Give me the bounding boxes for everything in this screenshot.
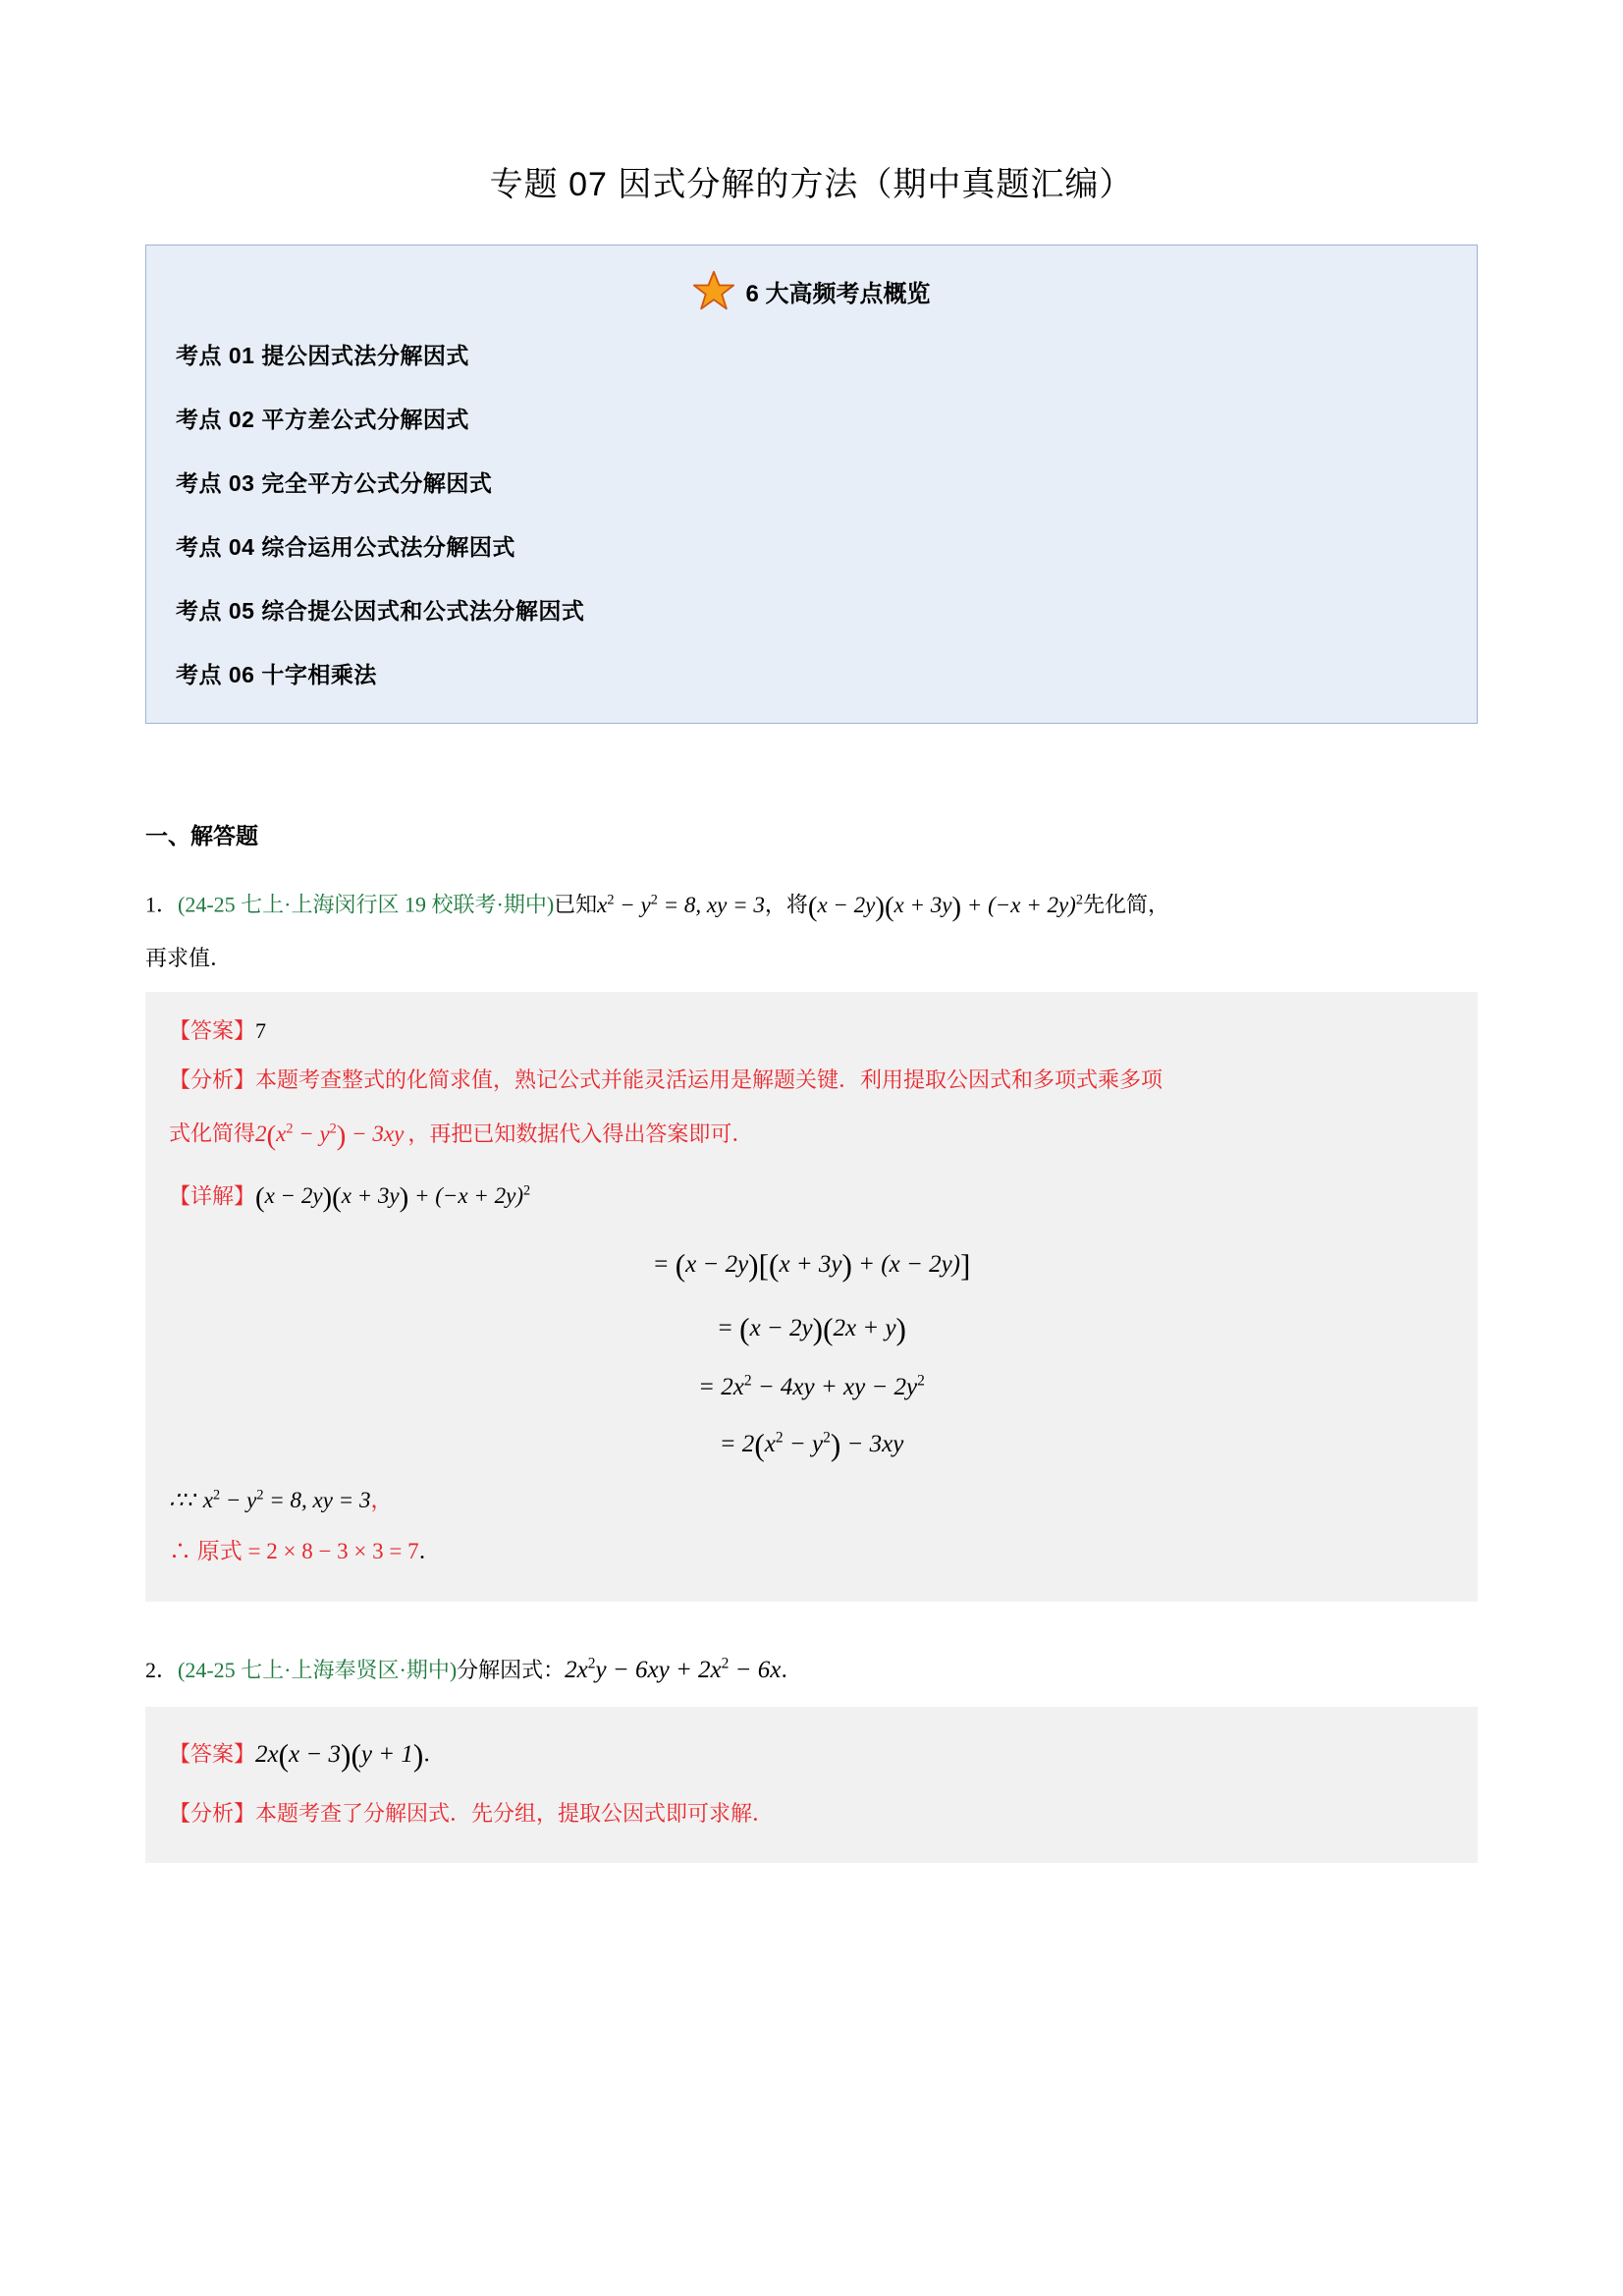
question-1-conclusion-line [169,1529,1454,1574]
answer-label-1: 【答案】 [169,1018,256,1044]
question-1-text-before: 已知 [554,892,598,917]
question-1-expr-2: $(x - 2y)(x + 3y) + (-x + 2y)^2$ [807,891,1083,922]
question-1-answer-block [145,992,1478,1601]
overview-item-2: 考点 02 平方差公式分解因式 [176,407,469,432]
question-1-statement-line2: 再求值． [145,945,233,970]
question-1-answer-line [169,1010,1454,1053]
answer-label-2: 【答案】 [169,1741,256,1767]
analysis-text-2: 式化简得 [169,1121,256,1146]
detail-label-1: 【详解】 [169,1183,256,1209]
answer-value-1: 7 [255,1018,267,1044]
question-2 [145,1647,1478,1863]
overview-item-3: 考点 03 完全平方公式分解因式 [176,470,493,496]
question-1-analysis-line-1 [169,1059,1454,1102]
detail-step-2: = (x − 2y)(2x + y) [717,1312,906,1347]
overview-item-4: 考点 04 综合运用公式法分解因式 [176,534,515,560]
detail-step-4: = $2(x^2 - y^2) - 3xy$ [719,1428,904,1463]
overview-heading-label: 6 大高频考点概览 [745,280,931,307]
overview-item-6: 考点 06 十字相乘法 [176,662,377,687]
conclusion-expr-1: ∴ 原式 = 2 × 8 − 3 × 3 = 7 [169,1538,419,1563]
star-icon [692,269,735,312]
analysis-label-2: 【分析】 [169,1800,256,1826]
question-1 [145,880,1478,1602]
question-1-text-after: 先化简， [1082,892,1169,917]
detail-expr-0: $(x - 2y)(x + 3y) + (-x + 2y)^2$ [255,1181,531,1214]
question-1-source: (24-25 七上·上海闵行区 19 校联考·期中) [178,892,555,917]
question-2-analysis-line [169,1792,1454,1835]
overview-box [145,245,1478,724]
analysis-text-3: ，再把已知数据代入得出答案即可． [407,1121,754,1146]
given-expr-1: ∴​ [169,1487,184,1512]
question-1-number: 1． [145,892,179,917]
answer-value-2: 2x(x − 3)(y + 1) [255,1737,424,1773]
question-2-number: 2． [145,1657,179,1682]
question-1-given-line: ∴​∵ $x^2 - y^2 = 8$, xy = 3， [169,1487,393,1512]
conclusion-punct-1: ． [418,1538,441,1563]
answer-punct-2: ． [423,1741,446,1767]
question-2-statement [145,1647,1478,1694]
analysis-text-2-1: 本题考查了分解因式．先分组，提取公因式即可求解． [255,1800,775,1826]
page-title: 专题 07 因式分解的方法（期中真题汇编） [489,166,1134,203]
analysis-expr-1: $2(x^2 - y^2) - 3xy$ [255,1120,405,1152]
overview-item-5: 考点 05 综合提公因式和公式法分解因式 [176,598,585,624]
analysis-text-1: 本题考查整式的化简求值，熟记公式并能灵活运用是解题关键．利用提取公因式和多项式乘多项 [255,1067,1163,1093]
question-1-detail-line [169,1171,1454,1228]
analysis-label-1: 【分析】 [169,1067,256,1093]
question-1-expr-1: $x^2 - y^2 = 8$, xy = 3 [597,891,765,917]
section-title: 一、解答题 [145,823,258,848]
overview-heading [176,269,1447,312]
question-1-analysis-line-2 [169,1108,1454,1165]
question-1-statement [145,880,1478,934]
question-2-expr-1: $2x^2y - 6xy + 2x^2 - 6x$ [565,1655,782,1683]
question-1-text-mid: ，将 [764,892,808,917]
detail-step-1: = (x − 2y)[(x + 3y) + (x − 2y)] [652,1247,971,1283]
question-2-text-before: 分解因式： [457,1657,566,1682]
given-punct-1: ， [370,1487,393,1512]
detail-step-3: = $2x^2 - 4xy$ + xy − $2y^2$ [698,1372,925,1400]
question-2-text-after: ． [781,1657,803,1682]
question-2-answer-block [145,1707,1478,1863]
overview-item-1: 考点 01 提公因式法分解因式 [176,343,469,368]
question-2-answer-line [169,1724,1454,1786]
question-2-source: (24-25 七上·上海奉贤区·期中) [178,1657,458,1682]
